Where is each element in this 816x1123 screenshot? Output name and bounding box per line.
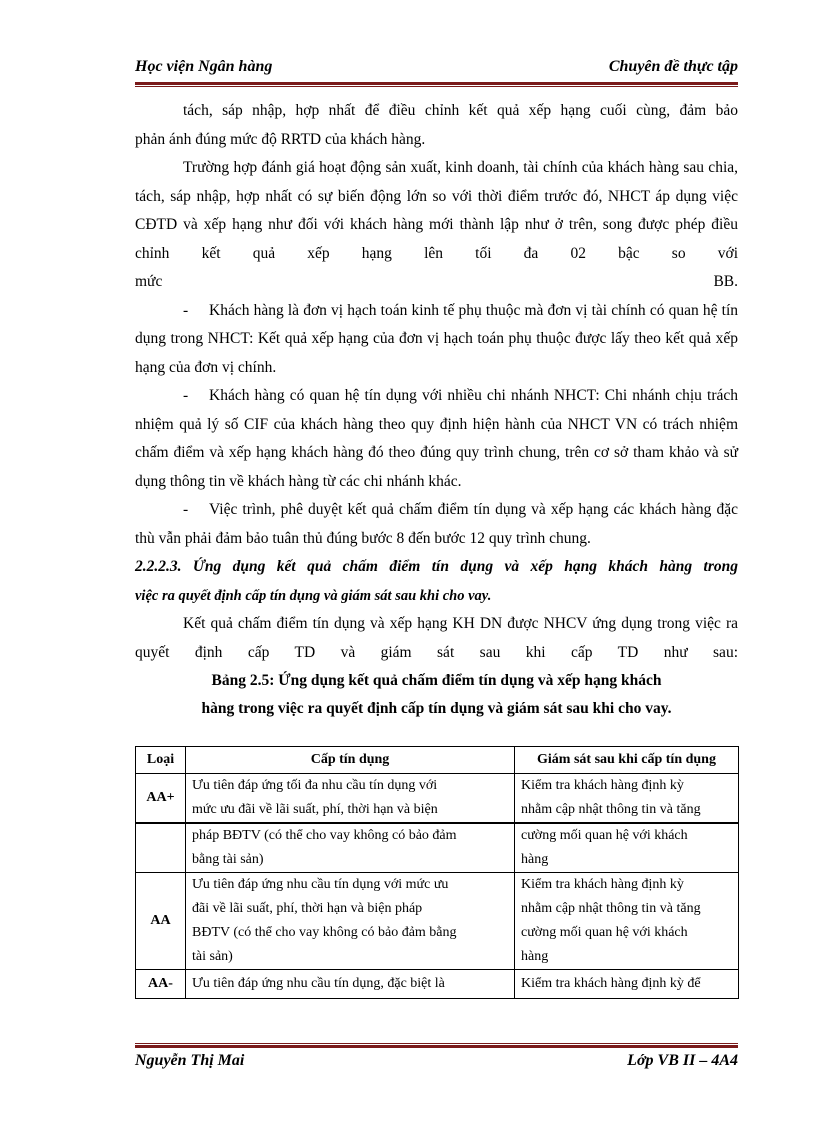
table-row xyxy=(136,774,739,824)
bullet-1 xyxy=(135,297,738,383)
rating-class: AA+ xyxy=(136,774,186,824)
bullet-3 xyxy=(135,496,738,553)
credit-cell: Ưu tiên đáp ứng tối đa nhu cầu tín dụng với mức ưu đãi về lãi suất, phí, thời hạn và biện xyxy=(186,774,515,824)
footer-rule xyxy=(135,1043,738,1048)
monitoring-cell: Kiểm tra khách hàng định kỳ để xyxy=(515,970,739,999)
footer-author: Nguyễn Thị Mai xyxy=(135,1052,245,1069)
paragraph-2: Trường hợp đánh giá hoạt động sản xuất, kinh doanh, tài chính của khách hàng sau chia, tách, sáp nhập, hợp nhất có sự biến động lớn so với thời điểm trước đó, NHCT áp dụng việc CĐTD và xếp hạng như đối với khách hàng mới thành lập như ở trên, song được phép điều chỉnh kết quả xếp hạng lên tối đa 02 bậc so với xyxy=(135,159,738,262)
table-header-row xyxy=(136,747,739,774)
bullet-dash: - xyxy=(183,501,189,518)
table-row xyxy=(136,873,739,970)
header-rule xyxy=(135,82,738,87)
bullet-dash: - xyxy=(183,387,189,404)
header-institution: Học viện Ngân hàng xyxy=(135,58,273,75)
bullet-3-text: Việc trình, phê duyệt kết quả chấm điểm tín dụng và xếp hạng các khách hàng đặc thù vẫn phải đảm bảo tuân thủ đúng bước 8 đến bước 12 quy trình chung. xyxy=(135,501,738,547)
header-cell-credit: Cấp tín dụng xyxy=(186,747,515,774)
credit-rating-table xyxy=(135,746,739,999)
header-cell-class: Loại xyxy=(136,747,186,774)
paragraph-2-tail-right: BB. xyxy=(713,273,738,290)
credit-cell: Ưu tiên đáp ứng nhu cầu tín dụng với mức ưu đãi về lãi suất, phí, thời hạn và biện pháp BĐTV (có thể cho vay không có bảo đảm bằng tài sản) xyxy=(186,873,515,970)
section-heading-line-1: 2.2.2.3. Ứng dụng kết quả chấm điểm tín dụng và xếp hạng khách hàng trong xyxy=(135,558,738,575)
bullet-2-text: Khách hàng có quan hệ tín dụng với nhiều chi nhánh NHCT: Chi nhánh chịu trách nhiệm quả lý số CIF của khách hàng theo quy định hiện hành của NHCT VN có trách nhiệm chấm điểm và xếp hạng khách hàng đó theo đúng quy trình chung, trên cơ sở tham khảo và sử dụng thông tin về khách hàng từ các chi nhánh khác. xyxy=(135,387,738,490)
credit-cell: pháp BĐTV (có thể cho vay không có bảo đảm bằng tài sản) xyxy=(186,823,515,873)
bullet-2 xyxy=(135,382,738,496)
monitoring-cell: Kiểm tra khách hàng định kỳ nhằm cập nhật thông tin và tăng xyxy=(515,774,739,824)
table-caption-line-1: Bảng 2.5: Ứng dụng kết quả chấm điểm tín dụng và xếp hạng khách xyxy=(211,672,662,689)
paragraph-1-line-1: tách, sáp nhập, hợp nhất để điều chỉnh kết quả xếp hạng cuối cùng, đảm bảo xyxy=(183,102,738,119)
footer-class: Lớp VB II – 4A4 xyxy=(627,1052,738,1069)
section-heading-line-2: việc ra quyết định cấp tín dụng và giám sát sau khi cho vay. xyxy=(135,587,492,604)
bullet-dash: - xyxy=(183,301,189,319)
monitoring-cell: Kiểm tra khách hàng định kỳ nhằm cập nhật thông tin và tăng cường mối quan hệ với khách hàng xyxy=(515,873,739,970)
header-cell-monitoring: Giám sát sau khi cấp tín dụng xyxy=(515,747,739,774)
table-row xyxy=(136,970,739,999)
paragraph-2-tail xyxy=(135,268,738,297)
rating-class: AA- xyxy=(136,970,186,999)
body-content xyxy=(135,97,738,723)
table-row xyxy=(136,823,739,873)
header-document-type: Chuyên đề thực tập xyxy=(608,58,738,75)
paragraph-2-tail-left: mức xyxy=(135,273,163,290)
table-caption-line-2: hàng trong việc ra quyết định cấp tín dụng và giám sát sau khi cho vay. xyxy=(201,700,672,717)
monitoring-cell: cường mối quan hệ với khách hàng xyxy=(515,823,739,873)
rating-class xyxy=(136,823,186,873)
rating-class: AA xyxy=(136,873,186,970)
paragraph-3: Kết quả chấm điểm tín dụng và xếp hạng KH DN được NHCV ứng dụng trong việc ra quyết định cấp TD và giám sát sau khi cấp TD như sau: xyxy=(135,615,738,661)
paragraph-1-line-2: phản ánh đúng mức độ RRTD của khách hàng. xyxy=(135,130,426,148)
bullet-1-text: Khách hàng là đơn vị hạch toán kinh tế phụ thuộc mà đơn vị tài chính có quan hệ tín dụng trong NHCT: Kết quả xếp hạng của đơn vị hạch toán phụ thuộc được lấy theo kết quả xếp hạng của đơn vị chính. xyxy=(135,301,738,376)
credit-cell: Ưu tiên đáp ứng nhu cầu tín dụng, đặc biệt là xyxy=(186,970,515,999)
